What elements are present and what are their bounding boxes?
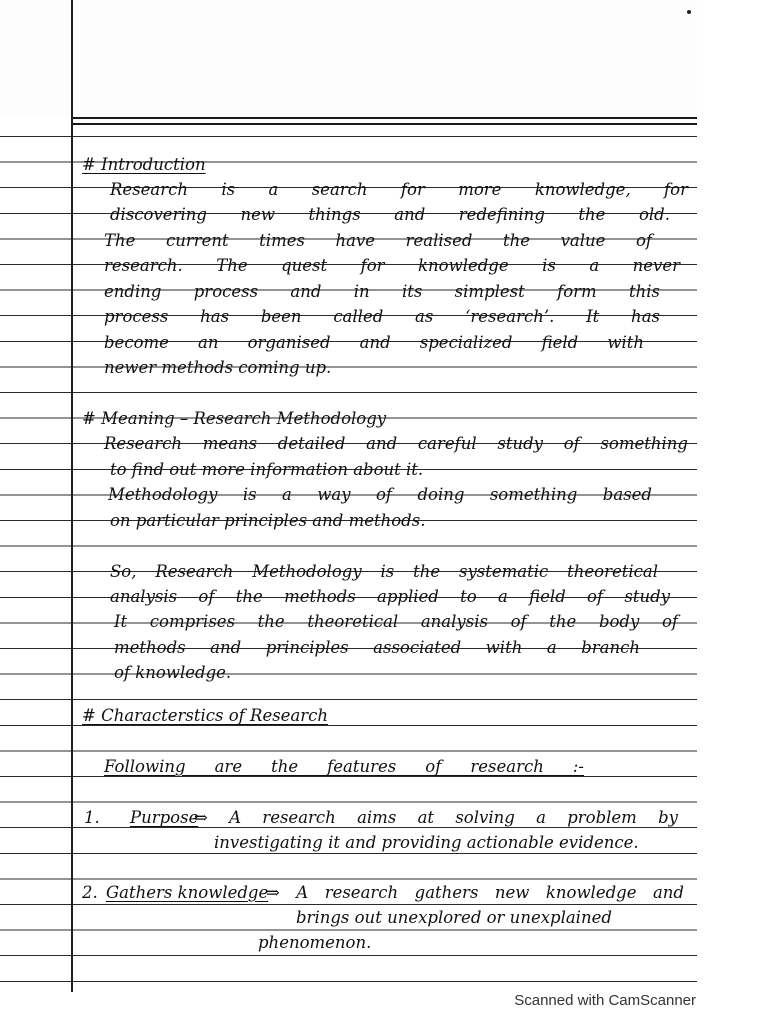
meaning-line: Methodology is a way of doing something based xyxy=(108,485,652,504)
intro-line: newer methods coming up. xyxy=(104,358,332,377)
intro-line: The current times have realised the value of xyxy=(104,231,652,250)
characteristics-heading: # Characterstics of Research xyxy=(82,706,329,725)
methodology-line: methods and principles associated with a branch xyxy=(114,638,640,657)
features-intro: Following are the features of research :- xyxy=(104,757,584,776)
intro-line: research. The quest for knowledge is a never xyxy=(104,256,680,275)
header-rule xyxy=(72,117,698,119)
item-line: investigating it and providing actionable evidence. xyxy=(214,833,639,852)
meaning-heading: # Meaning – Research Methodology xyxy=(82,409,387,428)
item-title: Gathers knowledge xyxy=(106,883,269,902)
item-line: brings out unexplored or unexplained xyxy=(296,908,612,927)
item-line: phenomenon. xyxy=(258,933,372,952)
intro-line: become an organised and specialized field with xyxy=(104,333,644,352)
item-number: 1. xyxy=(84,808,100,827)
item-number: 2. xyxy=(82,883,98,902)
methodology-line: of knowledge. xyxy=(114,663,232,682)
meaning-line: Research means detailed and careful study of something xyxy=(104,434,688,453)
item-line: ⇒ A research aims at solving a problem by xyxy=(194,808,678,827)
meaning-line: on particular principles and methods. xyxy=(110,511,426,530)
page-header-area xyxy=(0,0,768,118)
scanner-watermark: Scanned with CamScanner xyxy=(514,992,696,1009)
intro-heading: # Introduction xyxy=(82,155,206,174)
meaning-line: to find out more information about it. xyxy=(110,460,424,479)
item-line: ⇒ A research gathers new knowledge and xyxy=(266,883,684,902)
methodology-line: It comprises the theoretical analysis of the body of xyxy=(114,612,678,631)
intro-line: discovering new things and redefining the old. xyxy=(110,205,670,224)
page-right-border xyxy=(697,0,768,1024)
intro-line: ending process and in its simplest form this xyxy=(104,282,660,301)
header-rule-secondary xyxy=(72,123,698,125)
intro-line: process has been called as ‘research’. It has xyxy=(104,307,660,326)
ink-dot xyxy=(687,10,691,14)
methodology-line: So, Research Methodology is the systematic theoretical xyxy=(110,562,658,581)
intro-line: Research is a search for more knowledge, for xyxy=(110,180,688,199)
methodology-line: analysis of the methods applied to a field of study xyxy=(110,587,670,606)
margin-line xyxy=(71,0,73,995)
item-title: Purpose xyxy=(130,808,199,827)
